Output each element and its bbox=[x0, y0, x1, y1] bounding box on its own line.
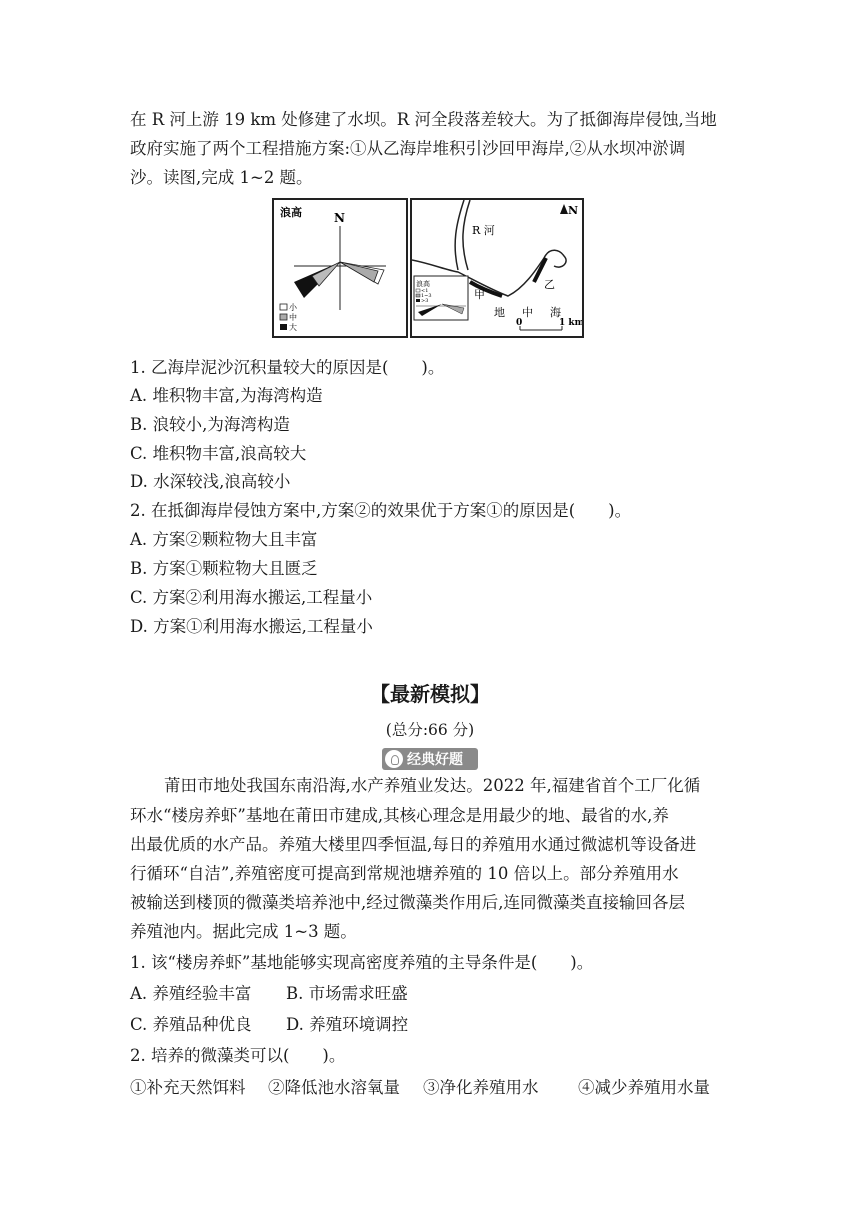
passage-line-5: 被输送到楼顶的微藻类培养池中,经过微藻类作用后,连同微藻类直接输回各层 bbox=[130, 893, 685, 912]
legend-small: 小 bbox=[289, 303, 297, 312]
rose-title: 浪高 bbox=[280, 206, 302, 219]
s2-question-1: 1. 该“楼房养虾”基地能够实现高密度养殖的主导条件是( )。 bbox=[130, 953, 594, 972]
intro-line-2: 政府实施了两个工程措施方案:①从乙海岸堆积引沙回甲海岸,②从水坝冲淤调 bbox=[130, 139, 686, 158]
passage-line-6: 养殖池内。据此完成 1~3 题。 bbox=[130, 922, 357, 941]
s1-q1-option-b: B. 浪较小,为海湾构造 bbox=[130, 415, 290, 434]
passage-line-1: 莆田市地处我国东南沿海,水产养殖业发达。2022 年,福建省首个工厂化循 bbox=[164, 776, 701, 795]
sea-label-3: 海 bbox=[550, 306, 561, 319]
s2-q1-option-b: B. 市场需求旺盛 bbox=[286, 984, 408, 1003]
s1-q1-option-c: C. 堆积物丰富,浪高较大 bbox=[130, 444, 307, 463]
river-label: R 河 bbox=[472, 224, 495, 237]
inset-legend-1: <1 bbox=[421, 288, 429, 294]
s2-q1-option-d: D. 养殖环境调控 bbox=[286, 1015, 409, 1034]
s1-q2-option-d: D. 方案①利用海水搬运,工程量小 bbox=[130, 617, 373, 636]
intro-line-1: 在 R 河上游 19 km 处修建了水坝。R 河全段落差较大。为了抵御海岸侵蚀,当地 bbox=[130, 110, 717, 129]
wave-rose-figure bbox=[272, 198, 408, 338]
passage-line-4: 行循环“自洁”,养殖密度可提高到常规池塘养殖的 10 倍以上。部分养殖用水 bbox=[130, 864, 679, 883]
map-north-label: N bbox=[568, 204, 579, 217]
s2-q1-option-c: C. 养殖品种优良 bbox=[130, 1015, 252, 1034]
s2-q1-options-row-2 bbox=[130, 1013, 408, 1037]
total-score: (总分:66 分) bbox=[385, 721, 475, 739]
s2-q2-item-3: ③净化养殖用水 bbox=[423, 1078, 539, 1097]
s1-question-1: 1. 乙海岸泥沙沉积量较大的原因是( )。 bbox=[130, 358, 445, 377]
s1-q1-option-d: D. 水深较浅,浪高较小 bbox=[130, 472, 291, 491]
s1-q1-option-a: A. 堆积物丰富,为海湾构造 bbox=[130, 386, 323, 405]
place-yi: 乙 bbox=[544, 278, 555, 291]
scale-one-km: 1 km bbox=[559, 318, 582, 328]
s2-q1-options-row-1 bbox=[130, 982, 408, 1006]
s1-q2-option-a: A. 方案②颗粒物大且丰富 bbox=[130, 530, 318, 549]
s2-q2-item-4: ④减少养殖用水量 bbox=[578, 1078, 710, 1097]
s2-q2-items-row bbox=[130, 1076, 710, 1100]
inset-title: 浪高 bbox=[416, 280, 430, 288]
s2-q2-item-2: ②降低池水溶氧量 bbox=[268, 1078, 400, 1097]
s2-question-2: 2. 培养的微藻类可以( )。 bbox=[130, 1046, 346, 1065]
legend-medium: 中 bbox=[289, 313, 297, 322]
sea-label-1: 地 bbox=[494, 306, 505, 319]
inset-legend-3: >3 bbox=[421, 298, 429, 304]
s1-q2-option-b: B. 方案①颗粒物大且匮乏 bbox=[130, 559, 318, 578]
rose-wedge-east-medium bbox=[340, 262, 378, 282]
place-jia: 甲 bbox=[474, 288, 485, 301]
intro-line-3: 沙。读图,完成 1~2 题。 bbox=[130, 168, 313, 187]
inset-legend-2: 1~3 bbox=[421, 293, 432, 299]
s2-q2-item-1: ①补充天然饵料 bbox=[130, 1078, 246, 1097]
passage-line-2: 环水“楼房养虾”基地在莆田市建成,其核心理念是用最少的地、最省的水,养 bbox=[130, 806, 669, 825]
scale-zero: 0 bbox=[516, 318, 523, 328]
coast-map-figure bbox=[410, 198, 584, 338]
coast-map bbox=[412, 200, 582, 336]
s1-q2-option-c: C. 方案②利用海水搬运,工程量小 bbox=[130, 588, 373, 607]
section-title: 【最新模拟】 bbox=[370, 682, 490, 706]
passage-line-3: 出最优质的水产品。养殖大楼里四季恒温,每日的养殖用水通过微滤机等设备进 bbox=[130, 835, 697, 854]
wave-rose-diagram bbox=[274, 200, 406, 336]
sea-label-2: 中 bbox=[522, 306, 533, 319]
s2-q1-option-a: A. 养殖经验丰富 bbox=[130, 984, 252, 1003]
lightbulb-icon bbox=[385, 750, 403, 768]
badge-label: 经典好题 bbox=[407, 752, 463, 768]
classic-question-badge bbox=[382, 748, 478, 770]
s1-question-2: 2. 在抵御海岸侵蚀方案中,方案②的效果优于方案①的原因是( )。 bbox=[130, 501, 632, 520]
legend-large: 大 bbox=[289, 323, 297, 332]
rose-north-label: N bbox=[334, 211, 345, 225]
